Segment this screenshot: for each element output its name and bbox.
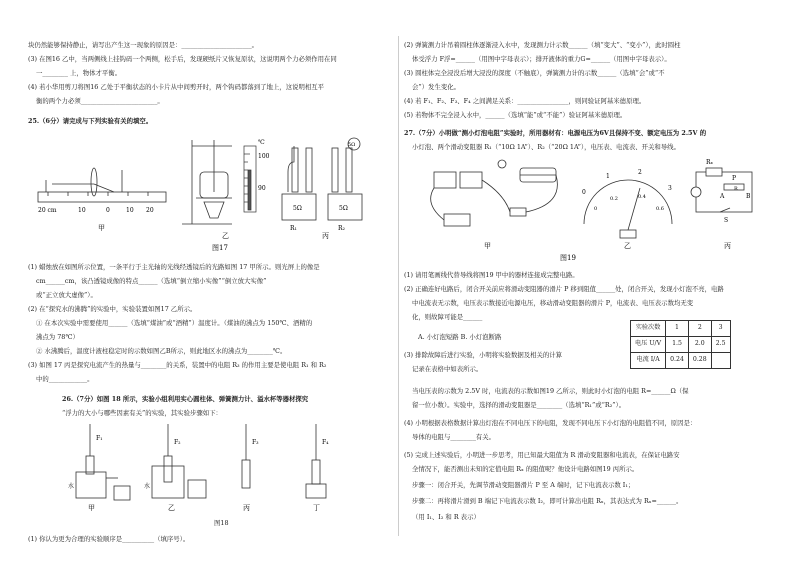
text-line: (4) 若 F₁、F₂、F₃、F₄ 之间满足关系：________________，则同验证阿基米德原理。	[404, 97, 646, 105]
table-cell: 电流 I/A	[631, 353, 666, 369]
figure-17	[32, 132, 377, 254]
text-line: 体受浮力 F浮=______（用图中字母表示）；排开液体的重力G=______（用图中字母表示）。	[412, 55, 671, 63]
thermo-unit: ℃	[258, 139, 265, 146]
meter-tick: 0.4	[638, 194, 646, 200]
force-label: F₂	[174, 439, 181, 446]
text-line: (1) 蜡烛放在如图所示位置，一条平行于主光轴的光线经透镜后的光路如图 17 甲所示。则光屏上的像是	[28, 263, 320, 271]
figure-caption: 图19	[560, 254, 576, 262]
question-27-heading: 27.（7分）小明做“测小灯泡电阻”实验时，所用器材有：电源电压为6V且保持不变、额定电压为 2.5V 的	[404, 129, 707, 137]
figure-18	[68, 420, 368, 516]
meter-tick: 1	[606, 173, 610, 180]
circuit-label: R	[734, 186, 738, 192]
figure-label: 乙	[222, 232, 229, 240]
figure-19	[424, 154, 764, 264]
text-line: 步骤一：闭合开关，先调节滑动变阻器滑片 P 至 A 端时，记下电流表示数 I₁；	[412, 481, 635, 489]
text-line: 中的____________。	[36, 375, 94, 383]
meter-tick: 0.2	[610, 196, 618, 202]
table-cell: 0.24	[666, 353, 689, 369]
meter-tick: 0	[594, 206, 598, 212]
figure-label: 甲	[484, 242, 491, 250]
boiling-apparatus	[182, 140, 232, 224]
text-line: 沸点为 78℃）	[36, 333, 79, 341]
ruler-tick: 10	[78, 207, 86, 214]
ruler-tick: 20	[146, 207, 154, 214]
resistor-label: 5Ω	[293, 205, 302, 212]
text-line: (2) 在“探究水的沸腾”的实验中，实验装置如图17 乙所示。	[28, 305, 197, 313]
figure-label: 丁	[313, 504, 320, 512]
text-line: (2) 弹簧测力计吊着圆柱体逐渐浸入水中，发现测力计示数______（填“变大”、“变小”），此时圆柱	[404, 41, 681, 49]
text-line: 导体的电阻与________有关。	[412, 433, 496, 441]
meter-tick: 0	[582, 189, 586, 196]
table-cell: 2.5	[711, 337, 730, 353]
figure-caption: 图18	[214, 519, 229, 527]
text-line: 会”）发生变化。	[412, 83, 461, 91]
text-line: (1) 你认为更为合理的实验顺序是__________（填序号）。	[28, 535, 190, 543]
table-cell	[711, 353, 730, 369]
water-label: 水	[144, 483, 151, 490]
circuit-label: Rₓ	[706, 159, 714, 166]
meter-tick: 2	[638, 169, 642, 176]
table-cell: 1	[666, 321, 689, 337]
meter-tick: 0.6	[656, 206, 664, 212]
resistor-label: 5Ω	[348, 142, 356, 148]
thermo-tick: 90	[258, 185, 266, 192]
text-line: (5) 若物体不完全浸入水中，______（选填“能”或“不能”）验证阿基米德原理。	[404, 111, 627, 119]
text-line: 或“正立放大虚像”）。	[36, 291, 97, 299]
circuit-label: B	[746, 193, 751, 200]
text-line: 记录在表格中如表所示。	[412, 365, 483, 373]
text-line: 小灯泡、两个滑动变阻器 R₁（“10Ω 1A”）、R₂（“20Ω 1A”），电压表、电流表、开关和导线。	[412, 143, 680, 151]
figure-label: 丙	[724, 242, 731, 250]
data-table	[630, 320, 731, 369]
resistor-label: R₂	[338, 225, 345, 232]
circuit-apparatus	[431, 160, 558, 226]
thermometer-scale	[244, 146, 256, 212]
text-line: A. 小灯泡短路 B. 小灯泡断路	[418, 333, 502, 341]
text-line: cm______cm，该凸透镜成像的特点______（选填“倒立缩小实像”“倒立放大实像”	[36, 277, 267, 285]
circuit-label: P	[732, 175, 737, 182]
force-label: F₃	[252, 439, 259, 446]
question-26-heading: 26.（7分）如图 18 所示，实验小组利用实心圆柱体、弹簧测力计、溢水杯等器材探究	[62, 395, 309, 403]
force-label: F₁	[96, 435, 103, 442]
table-cell: 电压 U/V	[631, 337, 666, 353]
text-line: (3) 如图 17 丙是探究电流产生的热量与________的关系，装置中的电阻 R₃ 的作用主要是使电阻 R₁ 和 R₂	[28, 361, 327, 369]
text-line: (4) 若小华用剪刀将图16 乙处于平衡状态的小卡片从中间剪开时，两个钩码都落到了地上，这说明相互平	[28, 83, 325, 91]
text-line: (5) 完成上述实验后，小明进一步思考，用已知最大阻值为 R 滑动变阻器和电流表，在保证电路安	[404, 451, 680, 459]
text-line: 一________ 上，物体才平衡。	[36, 69, 122, 77]
table-cell: 0.28	[688, 353, 711, 369]
table-header-row	[631, 321, 731, 337]
figure-label: 甲	[88, 504, 95, 512]
text-line: ② 水沸腾后，温度计液柱稳定时的示数如图乙B所示，则此地区水的沸点为________℃。	[36, 347, 287, 355]
table-row	[631, 337, 731, 353]
text-line: 留一位小数）。实验中，选择的滑动变阻器是________（选填“R₁”或“R₂”）。	[412, 401, 626, 409]
column-divider	[398, 36, 399, 536]
text-line: 当电压表的示数为 2.5V 时，电流表的示数如图19 乙所示，则此时小灯泡的电阻 R=______Ω（保	[412, 387, 689, 395]
resistor-label: 5Ω	[339, 205, 348, 212]
figure-label: 丙	[322, 232, 329, 240]
text-line: 中电流表无示数，电压表示数接近电源电压，移动滑动变阻器的滑片 P，电流表、电压表示数均无变	[412, 299, 694, 307]
meter-tick: 3	[668, 185, 672, 192]
text-line: （用 I₁、I₂ 和 R 表示）	[412, 513, 480, 521]
figure-label: 乙	[168, 504, 175, 512]
ruler-tick: 20 cm	[38, 207, 57, 214]
thermo-tick: 100	[258, 153, 270, 160]
figure-label: 乙	[624, 242, 631, 250]
optical-bench	[38, 168, 166, 202]
table-cell: 2	[688, 321, 711, 337]
text-line: 步骤二：再将滑片滑到 B 端记下电流表示数 I₂，即可计算出电阻 Rₓ，其表达式为 Rₓ=______。	[412, 497, 683, 505]
water-label: 水	[68, 483, 75, 490]
ruler-tick: 10	[126, 207, 134, 214]
text-line: (3) 排除故障后进行实验，小明将实验数据及相关的计算	[404, 351, 563, 359]
text-line: (3) 圆柱体完全浸没后增大浸没的深度（不触底），弹簧测力计的示数______（选填“会”或“不	[404, 69, 665, 77]
figure-label: 丙	[243, 504, 250, 512]
circuit-label: A	[720, 193, 725, 200]
circuit-diagram	[691, 168, 752, 212]
table-cell: 实验次数	[631, 321, 666, 337]
force-label: F₄	[322, 439, 329, 446]
text-line: (3) 在图16 乙中，当两侧线上挂钩码一个两侧，松手后，发现硬纸片又恢复原状，这说明两个力必须作用在同	[28, 55, 337, 63]
table-cell: 1.5	[666, 337, 689, 353]
question-25-heading: 25.（6分）请完成与下列实验有关的填空。	[28, 117, 153, 125]
ruler-tick: 0	[106, 207, 110, 214]
text-line: 块仍然能够保持静止，请写出产生这一现象的原因是：______________________。	[28, 41, 259, 49]
text-line: (4) 小明根据表格数据计算出灯泡在不同电压下的电阻，发现不同电压下小灯泡的电阻值不同，原因是：	[404, 419, 697, 427]
circuit-label: S	[724, 217, 729, 224]
resistor-label: R₁	[290, 225, 297, 232]
table-row	[631, 353, 731, 369]
text-line: (2) 正确连好电路后，闭合开关前应将滑动变阻器的滑片 P 移到阻值______处，闭合开关，发现小灯泡不亮，电路	[404, 285, 724, 293]
figure-caption: 图17	[212, 244, 228, 252]
figure-label: 甲	[98, 224, 105, 232]
buoyancy-setups	[76, 424, 326, 500]
text-line: 衡的两个力必须________________________。	[36, 97, 164, 105]
text-line: ① 在本次实验中需要使用______（选填“煤油”或“酒精”）温度计。（煤油的沸点为 150℃、酒精的	[36, 319, 313, 327]
text-line: (1) 请用笔画线代替导线将图19 甲中的器材连接成完整电路。	[404, 271, 579, 279]
text-line: 全情况下，能否测出未知的定值电阻 Rₓ 的阻值呢？他设计电路如图19 丙所示。	[412, 465, 639, 473]
text-line: “浮力的大小与哪些因素有关”的实验，其实验步骤如下：	[62, 409, 222, 417]
table-cell: 2.0	[688, 337, 711, 353]
table-cell: 3	[711, 321, 730, 337]
text-line: 化，则故障可能是______	[412, 313, 483, 321]
